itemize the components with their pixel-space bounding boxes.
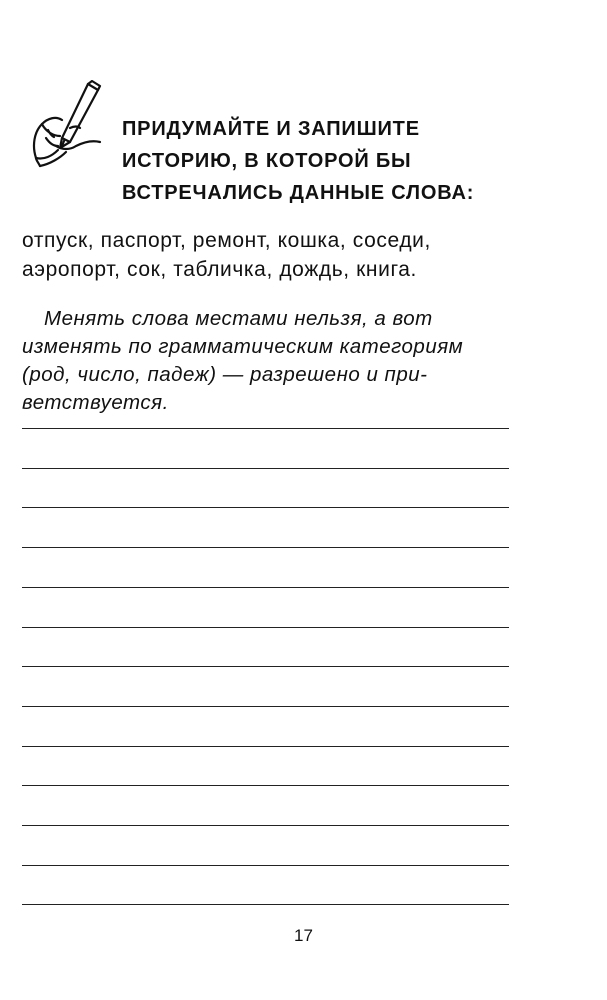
writing-line <box>22 706 509 707</box>
writing-line <box>22 587 509 588</box>
instruction-note-line: (род, число, падеж) — разрешено и при- <box>22 363 428 386</box>
writing-line <box>22 627 509 628</box>
writing-line <box>22 904 509 905</box>
given-words-line: отпуск, паспорт, ремонт, кошка, соседи, <box>22 229 431 252</box>
writing-area[interactable] <box>22 0 509 1000</box>
page-number: 17 <box>294 926 313 945</box>
writing-line <box>22 428 509 429</box>
task-heading-line: ИСТОРИЮ, В КОТОРОЙ БЫ <box>122 150 412 172</box>
writing-line <box>22 507 509 508</box>
writing-line <box>22 746 509 747</box>
writing-line <box>22 825 509 826</box>
writing-line <box>22 666 509 667</box>
task-heading-line: ПРИДУМАЙТЕ И ЗАПИШИТЕ <box>122 118 420 140</box>
writing-line <box>22 468 509 469</box>
instruction-note-line: ветствуется. <box>22 391 169 414</box>
given-words-line: аэропорт, сок, табличка, дождь, книга. <box>22 258 417 281</box>
writing-line <box>22 547 509 548</box>
instruction-note-line: Менять слова местами нельзя, а вот <box>44 307 433 330</box>
task-heading-line: ВСТРЕЧАЛИСЬ ДАННЫЕ СЛОВА: <box>122 182 475 204</box>
writing-line <box>22 865 509 866</box>
writing-line <box>22 785 509 786</box>
instruction-note-line: изменять по грамматическим категориям <box>22 335 464 358</box>
